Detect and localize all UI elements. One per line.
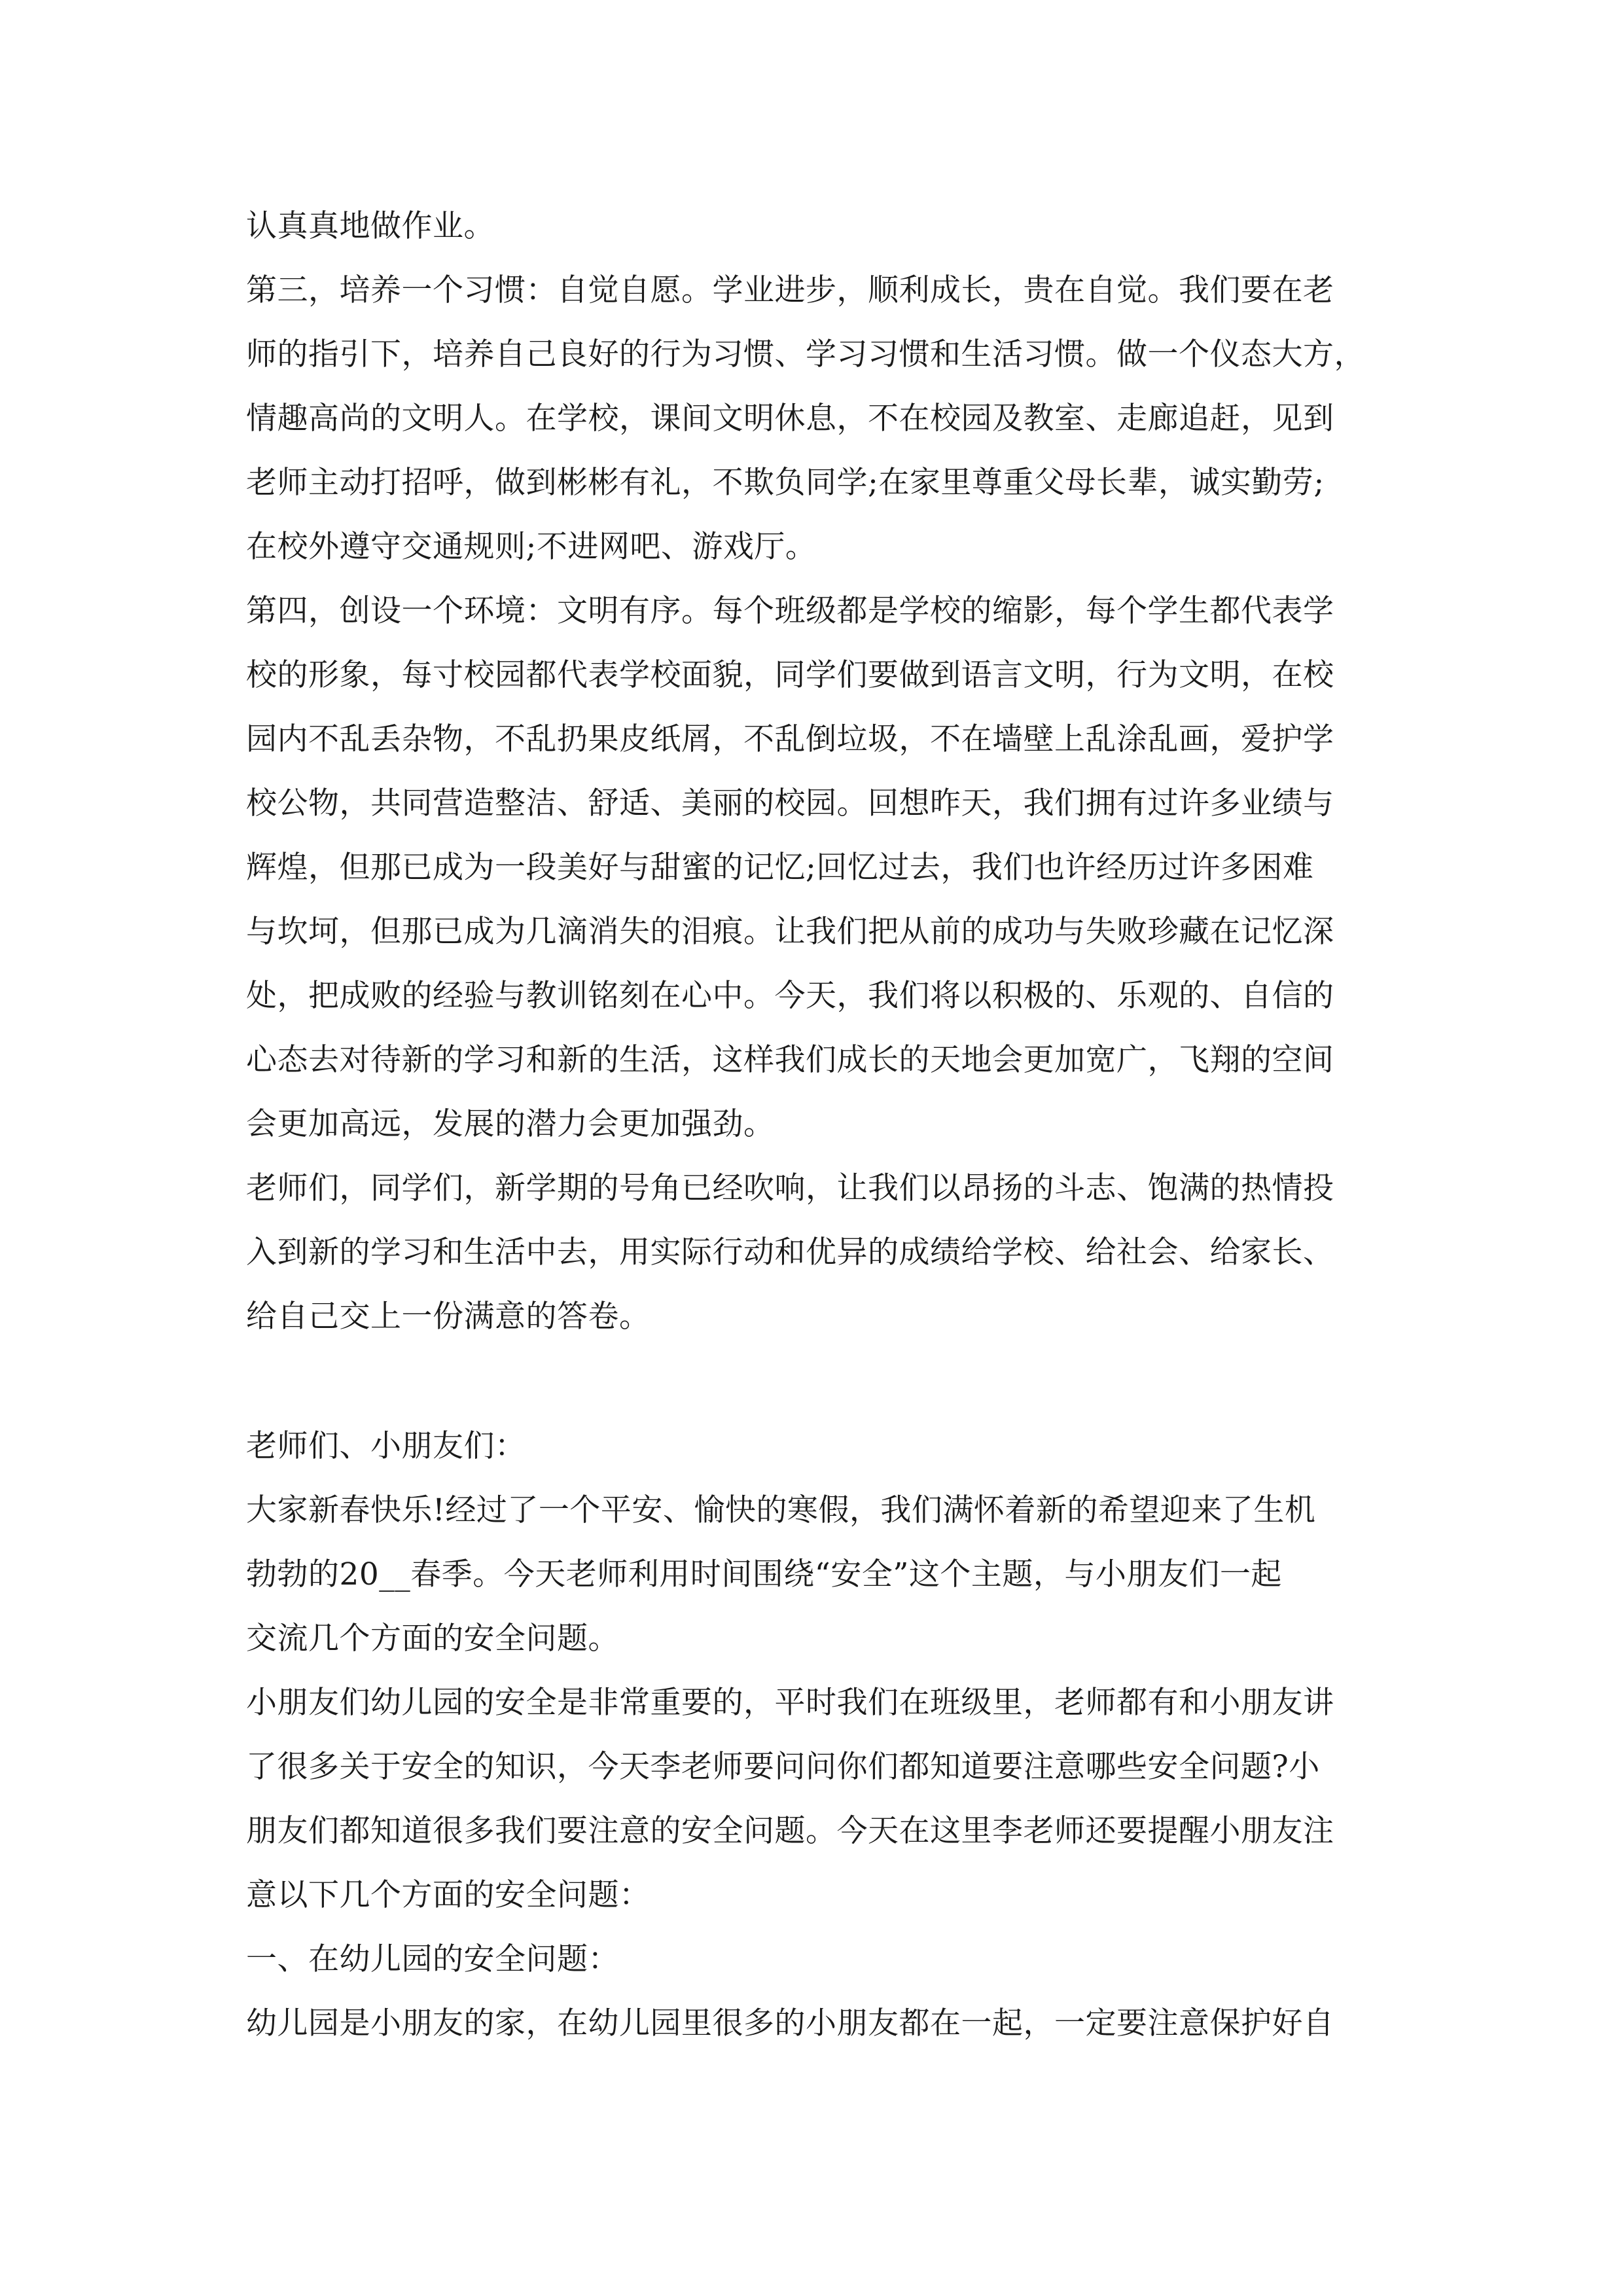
text-line: 辉煌，但那已成为一段美好与甜蜜的记忆;回忆过去，我们也许经历过许多困难: [246, 850, 1314, 886]
text-line: 校公物，共同营造整洁、舒适、美丽的校园。回想昨天，我们拥有过许多业绩与: [246, 785, 1334, 821]
text-line: 认真真地做作业。: [246, 208, 495, 244]
text-line: 园内不乱丢杂物，不乱扔果皮纸屑，不乱倒垃圾，不在墙壁上乱涂乱画，爱护学: [246, 721, 1334, 757]
text-line: 校的形象，每寸校园都代表学校面貌，同学们要做到语言文明，行为文明，在校: [246, 657, 1334, 693]
text-line: 勃勃的20__春季。今天老师利用时间围绕“安全”这个主题，与小朋友们一起: [246, 1556, 1282, 1592]
text-line: 给自己交上一份满意的答卷。: [246, 1299, 651, 1335]
text-line: 朋友们都知道很多我们要注意的安全问题。今天在这里李老师还要提醒小朋友注: [246, 1813, 1334, 1849]
text-line: 老师们，同学们，新学期的号角已经吹响，让我们以昂扬的斗志、饱满的热情投: [246, 1170, 1334, 1206]
text-line: 大家新春快乐!经过了一个平安、愉快的寒假，我们满怀着新的希望迎来了生机: [246, 1492, 1316, 1528]
text-line: 了很多关于安全的知识，今天李老师要问问你们都知道要注意哪些安全问题?小: [246, 1749, 1320, 1785]
text-line: 情趣高尚的文明人。在学校，课间文明休息，不在校园及教室、走廊追赶，见到: [246, 401, 1334, 437]
text-line: 第四，创设一个环境：文明有序。每个班级都是学校的缩影，每个学生都代表学: [246, 593, 1334, 629]
text-line: 交流几个方面的安全问题。: [246, 1621, 619, 1657]
text-line: 一、在幼儿园的安全问题：: [246, 1941, 619, 1977]
text-line: 幼儿园是小朋友的家，在幼儿园里很多的小朋友都在一起，一定要注意保护好自: [246, 2005, 1334, 2041]
text-line: 老师们、小朋友们：: [246, 1428, 526, 1464]
text-line: 小朋友们幼儿园的安全是非常重要的，平时我们在班级里，老师都有和小朋友讲: [246, 1685, 1334, 1721]
text-line: 处，把成败的经验与教训铭刻在心中。今天，我们将以积极的、乐观的、自信的: [246, 978, 1334, 1014]
text-line: 第三，培养一个习惯：自觉自愿。学业进步，顺利成长，贵在自觉。我们要在老: [246, 272, 1334, 308]
text-line: 心态去对待新的学习和新的生活，这样我们成长的天地会更加宽广，飞翔的空间: [246, 1042, 1334, 1078]
text-line: 师的指引下，培养自己良好的行为习惯、学习习惯和生活习惯。做一个仪态大方，: [246, 336, 1365, 372]
text-line: 意以下几个方面的安全问题：: [246, 1877, 651, 1913]
text-line: 会更加高远，发展的潜力会更加强劲。: [246, 1106, 775, 1142]
text-line: 入到新的学习和生活中去，用实际行动和优异的成绩给学校、给社会、给家长、: [246, 1234, 1334, 1270]
text-line: 在校外遵守交通规则;不进网吧、游戏厅。: [246, 529, 817, 565]
text-line: 老师主动打招呼，做到彬彬有礼，不欺负同学;在家里尊重父母长辈，诚实勤劳;: [246, 465, 1325, 501]
text-line: 与坎坷，但那已成为几滴消失的泪痕。让我们把从前的成功与失败珍藏在记忆深: [246, 914, 1334, 950]
